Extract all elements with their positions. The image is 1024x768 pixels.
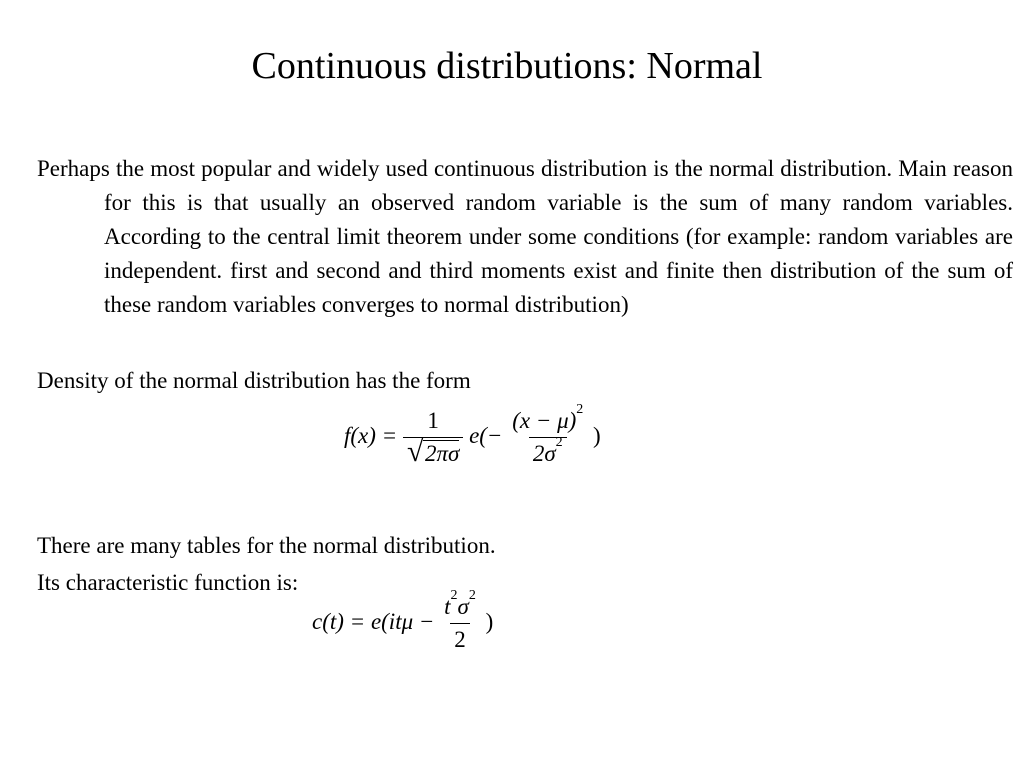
char-lhs: c(t) = e(itμ − (312, 608, 435, 634)
density-fraction-2 (508, 402, 587, 467)
char-fraction (440, 588, 480, 653)
density-close-paren: ) (593, 422, 601, 448)
density-frac2-denominator: $2\sigma^2$ (529, 437, 567, 467)
density-frac1-numerator: 1 (427, 408, 439, 433)
density-intro-text: Density of the normal distribution has the form (37, 368, 471, 393)
intro-paragraph: Perhaps the most popular and widely used continuous distribution is the normal distribution. Main reason for this is that usually an observed random variable is the sum of many random variables. According to the central limit theorem under some conditions (for example: random variables are independent. first and second and third moments exist and finite then distribution of the sum of these random variables converges to normal distribution) (37, 156, 1013, 317)
density-lhs: f(x) = (344, 422, 398, 448)
density-frac1-denominator (403, 437, 463, 467)
density-exp-open: e(− (469, 422, 503, 448)
char-frac-numerator: $t^2\sigma^2$ (444, 588, 476, 619)
sqrt-symbol: √ 2πσ (406, 435, 460, 468)
characteristic-function-equation (312, 588, 572, 678)
char-close-paren: ) (485, 608, 494, 634)
tables-text: There are many tables for the normal distribution. (37, 533, 496, 558)
slide-title: Continuous distributions: Normal (251, 45, 763, 87)
char-function-intro-text: Its characteristic function is: (37, 570, 299, 595)
char-frac-denominator: 2 (450, 623, 470, 653)
density-fraction-1 (403, 408, 463, 467)
density-frac2-numerator: $(x - \mu)^2$ (512, 402, 584, 433)
density-equation (344, 402, 674, 488)
